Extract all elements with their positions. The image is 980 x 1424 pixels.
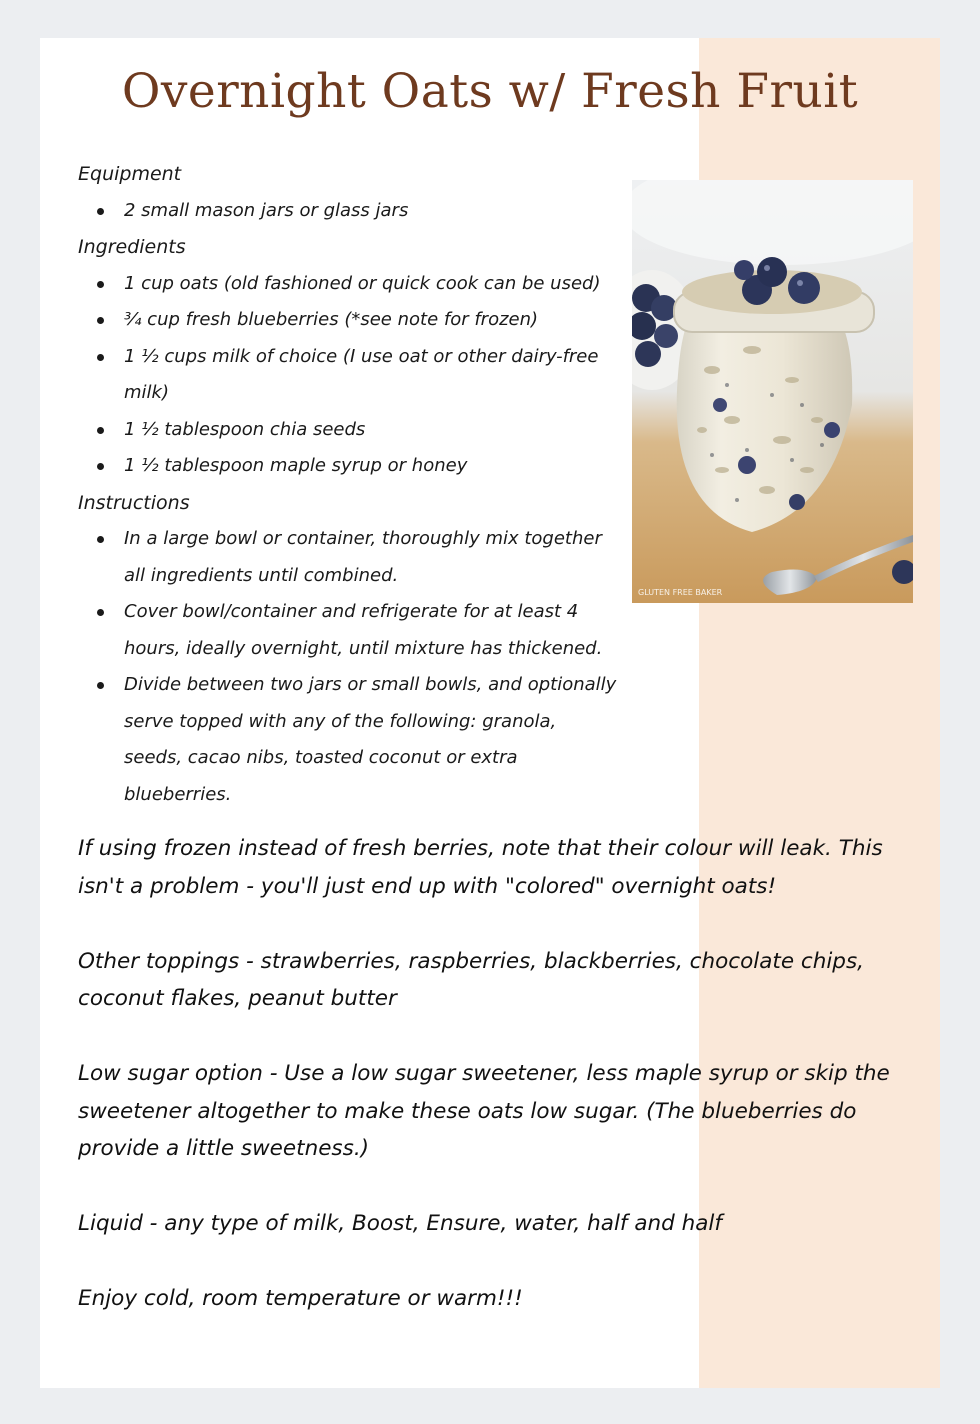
ingredient-item: 1 cup oats (old fashioned or quick cook can be used) <box>124 266 618 303</box>
note-low-sugar: Low sugar option - Use a low sugar sweetener, less maple syrup or skip the sweetener altogether to make these oats low sugar. (The blueberries do provide a little sweetness.) <box>78 1061 890 1161</box>
ingredient-item: 1 ½ tablespoon chia seeds <box>124 412 618 449</box>
instructions-heading: Instructions <box>78 491 190 514</box>
equipment-item: 2 small mason jars or glass jars <box>124 193 618 230</box>
note-serving: Enjoy cold, room temperature or warm!!! <box>78 1286 523 1311</box>
recipe-card <box>40 38 940 1388</box>
note-frozen-berries: If using frozen instead of fresh berries, note that their colour will leak. This isn't a problem - you'll just end up with "colored" overnight oats! <box>78 836 883 899</box>
equipment-list <box>78 193 618 230</box>
equipment-heading: Equipment <box>78 163 182 185</box>
recipe-notes <box>78 830 934 1355</box>
photo-watermark: GLUTEN FREE BAKER <box>638 588 723 597</box>
ingredients-heading: Ingredients <box>78 236 186 258</box>
overnight-oats-jar-photo <box>632 180 913 603</box>
instruction-step: In a large bowl or container, thoroughly mix together all ingredients until combined. <box>124 521 618 594</box>
recipe-body <box>78 156 618 813</box>
ingredient-item: ¾ cup fresh blueberries (*see note for frozen) <box>124 302 618 339</box>
instruction-step: Divide between two jars or small bowls, and optionally serve topped with any of the following: granola, seeds, cacao nibs, toasted coconut or extra blueberries. <box>124 667 618 813</box>
instruction-step: Cover bowl/container and refrigerate for at least 4 hours, ideally overnight, until mixture has thickened. <box>124 594 618 667</box>
note-liquid: Liquid - any type of milk, Boost, Ensure, water, half and half <box>78 1211 722 1236</box>
ingredients-list <box>78 266 618 485</box>
page-title: Overnight Oats w/ Fresh Fruit <box>121 64 859 119</box>
instructions-list <box>78 521 618 813</box>
ingredient-item: 1 ½ tablespoon maple syrup or honey <box>124 448 618 485</box>
note-other-toppings: Other toppings - strawberries, raspberries, blackberries, chocolate chips, coconut flakes, peanut butter <box>78 948 864 1011</box>
ingredient-item: 1 ½ cups milk of choice (I use oat or other dairy-free milk) <box>124 339 618 412</box>
